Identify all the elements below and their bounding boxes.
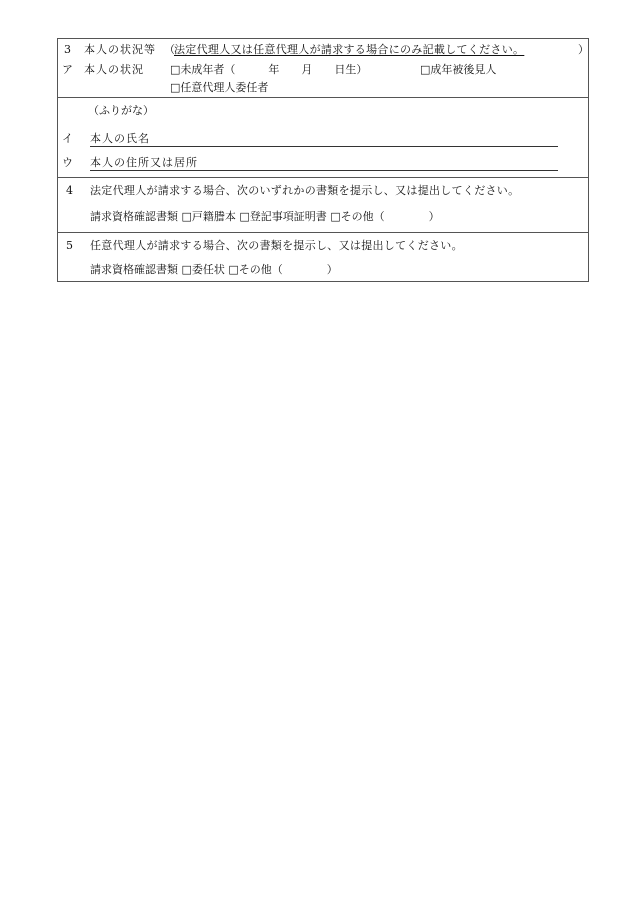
section-4 [58,177,588,232]
furigana-label: （ふりがな） [88,104,154,117]
section-3-note-close: ） [578,43,589,56]
section-3-note: 法定代理人又は任意代理人が請求する場合にのみ記載してください。 [174,43,525,56]
section-5-docs[interactable]: 請求資格確認書類 □委任状 □その他（ ） [90,263,338,276]
section-name-address [58,97,588,177]
row-a-title: 本人の状況 [84,63,144,76]
section-4-docs[interactable]: 請求資格確認書類 □戸籍謄本 □登記事項証明書 □その他（ ） [90,210,440,223]
section-4-text: 法定代理人が請求する場合、次のいずれかの書類を提示し、又は提出してください。 [90,184,520,197]
section-4-number: 4 [66,184,73,197]
section-3-note-open: （ [164,43,175,56]
name-field-line[interactable] [90,146,558,147]
checkbox-adult-ward[interactable]: □成年被後見人 [420,63,497,76]
section-5-number: 5 [66,239,73,252]
section-5-text: 任意代理人が請求する場合、次の書類を提示し、又は提出してください。 [90,239,463,252]
checkbox-agent-principal[interactable]: □任意代理人委任者 [170,81,269,94]
row-i-title: 本人の氏名 [90,132,150,145]
request-form-page2 [57,38,589,282]
section-5 [58,232,588,282]
row-i-label: イ [62,132,73,145]
row-u-title: 本人の住所又は居所 [90,156,198,169]
checkbox-minor[interactable]: □未成年者（ 年 月 日生） [170,63,368,76]
row-a-label: ア [62,63,73,76]
address-field-line[interactable] [90,170,558,171]
section-3-number: 3 [64,43,71,56]
row-u-label: ウ [62,156,73,169]
section-3 [58,39,588,97]
section-3-heading: 本人の状況等 [84,43,156,56]
